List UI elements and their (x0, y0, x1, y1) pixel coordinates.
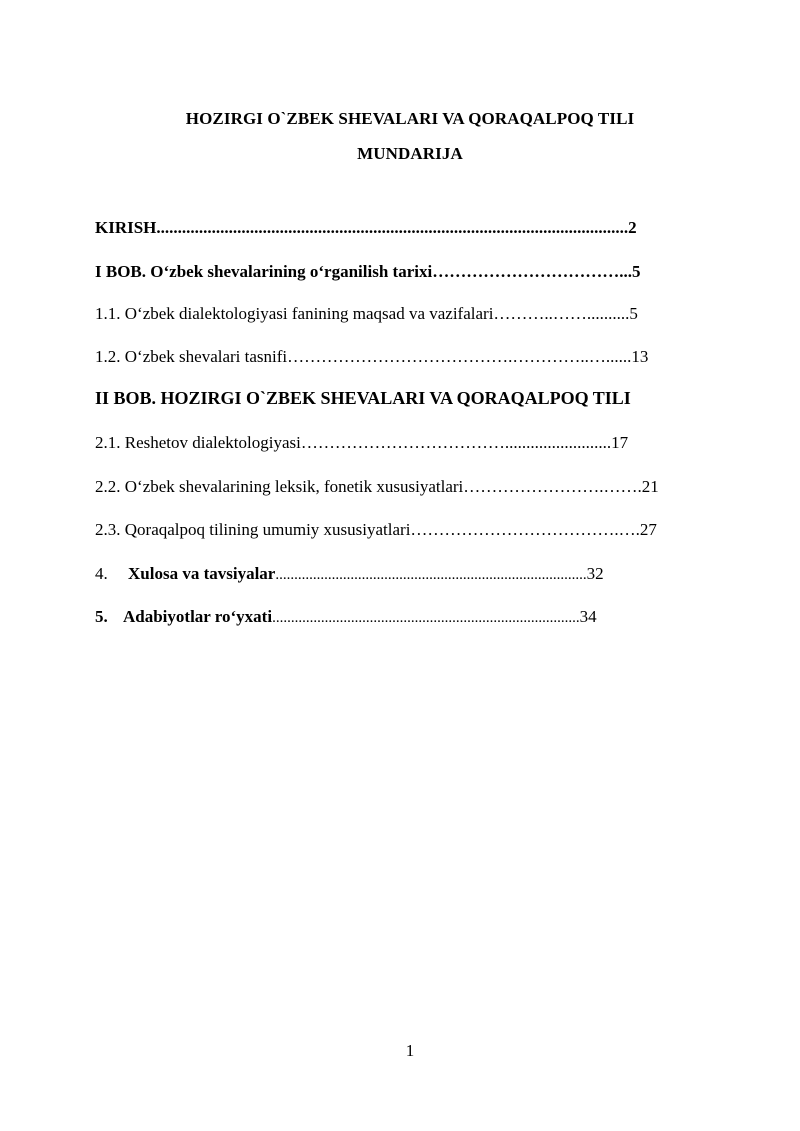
toc-leader-dots: ............................................................................................................... (156, 218, 629, 237)
toc-entry-section-2-1[interactable] (95, 431, 701, 455)
toc-entry-title: I BOB. O‘zbek shevalarining o‘rganilish tarixi (95, 262, 433, 281)
toc-page-number: 13 (631, 347, 649, 366)
document-title: HOZIRGI O`ZBEK SHEVALARI VA QORAQALPOQ TILI (185, 109, 635, 128)
toc-page-number: 27 (639, 520, 657, 539)
toc-entry-kirish[interactable] (95, 216, 701, 240)
toc-page-number: 34 (579, 607, 597, 626)
toc-leader-dots: ………..…….......... (493, 304, 630, 323)
toc-entry-title: 1.1. O‘zbek dialektologiyasi fanining maqsad va vazifalari (95, 304, 494, 323)
toc-entry-title: 2.3. Qoraqalpoq tilining umumiy xususiyatlari (95, 520, 411, 539)
toc-entry-number: 4. (95, 564, 108, 583)
toc-entry-chapter-2[interactable]: II BOB. HOZIRGI O`ZBEK SHEVALARI VA QORAQALPOQ TILI (95, 388, 631, 408)
toc-leader-dots: ………………………………......................... (300, 433, 612, 452)
toc-entry-title: 2.2. O‘zbek shevalarining leksik, fonetik xususiyatlari (95, 477, 464, 496)
toc-page-number: 32 (586, 564, 604, 583)
toc-page-number: 17 (611, 433, 629, 452)
toc-entry-conclusion[interactable] (95, 562, 701, 586)
toc-entry-title: 2.1. Reshetov dialektologiyasi (95, 433, 301, 452)
toc-entry-number: 5. (95, 607, 108, 626)
toc-page-number: 21 (641, 477, 659, 496)
toc-entry-chapter-1[interactable] (95, 260, 701, 284)
toc-leader-dots: ................................................................................... (275, 567, 587, 583)
toc-leader-dots: ……………………………... (432, 262, 632, 281)
toc-page-number: 5 (629, 304, 638, 323)
page-number: 1 (405, 1041, 415, 1060)
toc-leader-dots: …………………….……. (463, 477, 642, 496)
toc-leader-dots: .................................................................................. (272, 610, 580, 626)
toc-leader-dots: ………………………………….…………..…...... (287, 347, 632, 366)
toc-entry-section-1-1[interactable] (95, 302, 701, 326)
toc-entry-title: 1.2. O‘zbek shevalari tasnifi (95, 347, 288, 366)
toc-entry-title: KIRISH (95, 218, 157, 237)
contents-heading: MUNDARIJA (357, 144, 463, 163)
toc-entry-title: Adabiyotlar ro‘yxati (123, 607, 273, 626)
toc-entry-section-2-3[interactable] (95, 518, 701, 542)
toc-leader-dots: ……………………………….…. (410, 520, 640, 539)
toc-entry-section-1-2[interactable] (95, 345, 701, 369)
toc-page-number: 5 (631, 262, 641, 281)
toc-entry-title: Xulosa va tavsiyalar (128, 564, 276, 583)
toc-entry-section-2-2[interactable] (95, 475, 701, 499)
toc-page-number: 2 (628, 218, 637, 237)
toc-entry-bibliography[interactable] (95, 605, 701, 629)
